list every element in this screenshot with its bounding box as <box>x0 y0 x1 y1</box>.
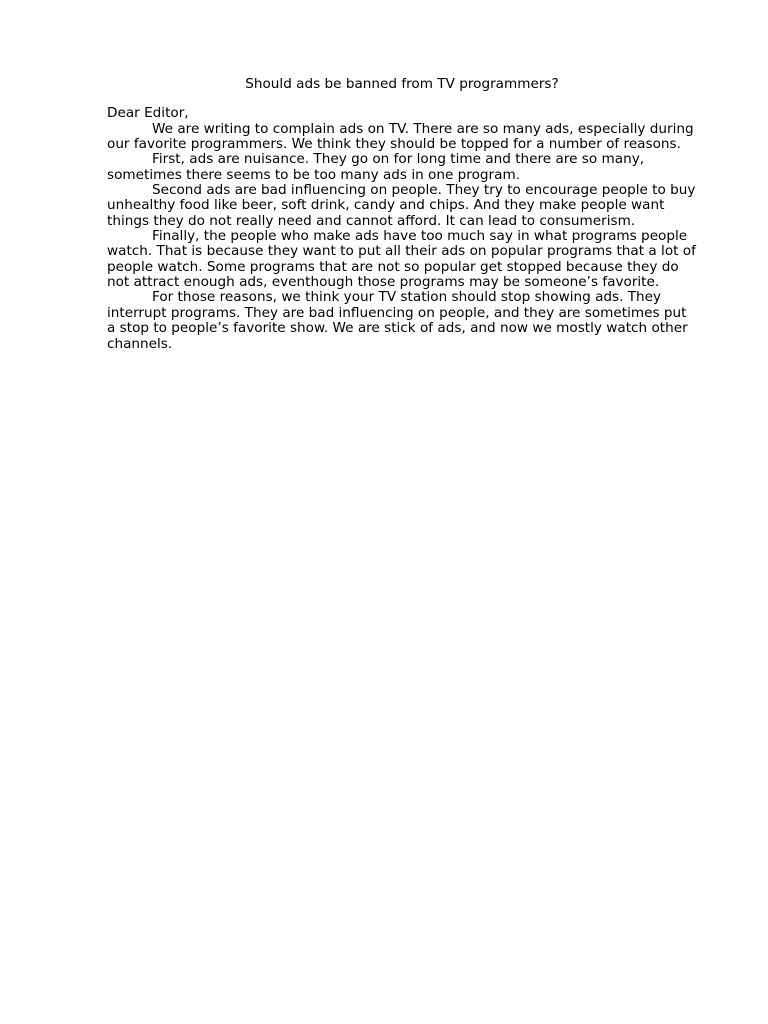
salutation: Dear Editor, <box>107 105 189 122</box>
paragraph-4: Finally, the people who make ads have too much say in what programs people watch. That is because they want to put all their ads on popular programs that a lot of people watch. Some programs that are not so popular get stopped because they do not attract enough ads, eventhough those programs may be someone’s favorite. <box>107 228 696 291</box>
paragraph-1: We are writing to complain ads on TV. There are so many ads, especially during our favorite programmers. We think they should be topped for a number of reasons. <box>107 120 694 153</box>
letter-body <box>107 77 697 352</box>
paragraph-3: Second ads are bad influencing on people. They try to encourage people to buy unhealthy food like beer, soft drink, candy and chips. And they make people want things they do not really need and cannot afford. It can lead to consumerism. <box>107 182 696 229</box>
document-title: Should ads be banned from TV programmers? <box>245 76 559 92</box>
paragraph-2: First, ads are nuisance. They go on for long time and there are so many, sometimes there seems to be too many ads in one program. <box>107 151 645 183</box>
paragraph-5: For those reasons, we think your TV station should stop showing ads. They interrupt programs. They are bad influencing on people, and they are sometimes put a stop to people’s favorite show. We are stick of ads, and now we mostly watch other channels. <box>107 289 688 352</box>
